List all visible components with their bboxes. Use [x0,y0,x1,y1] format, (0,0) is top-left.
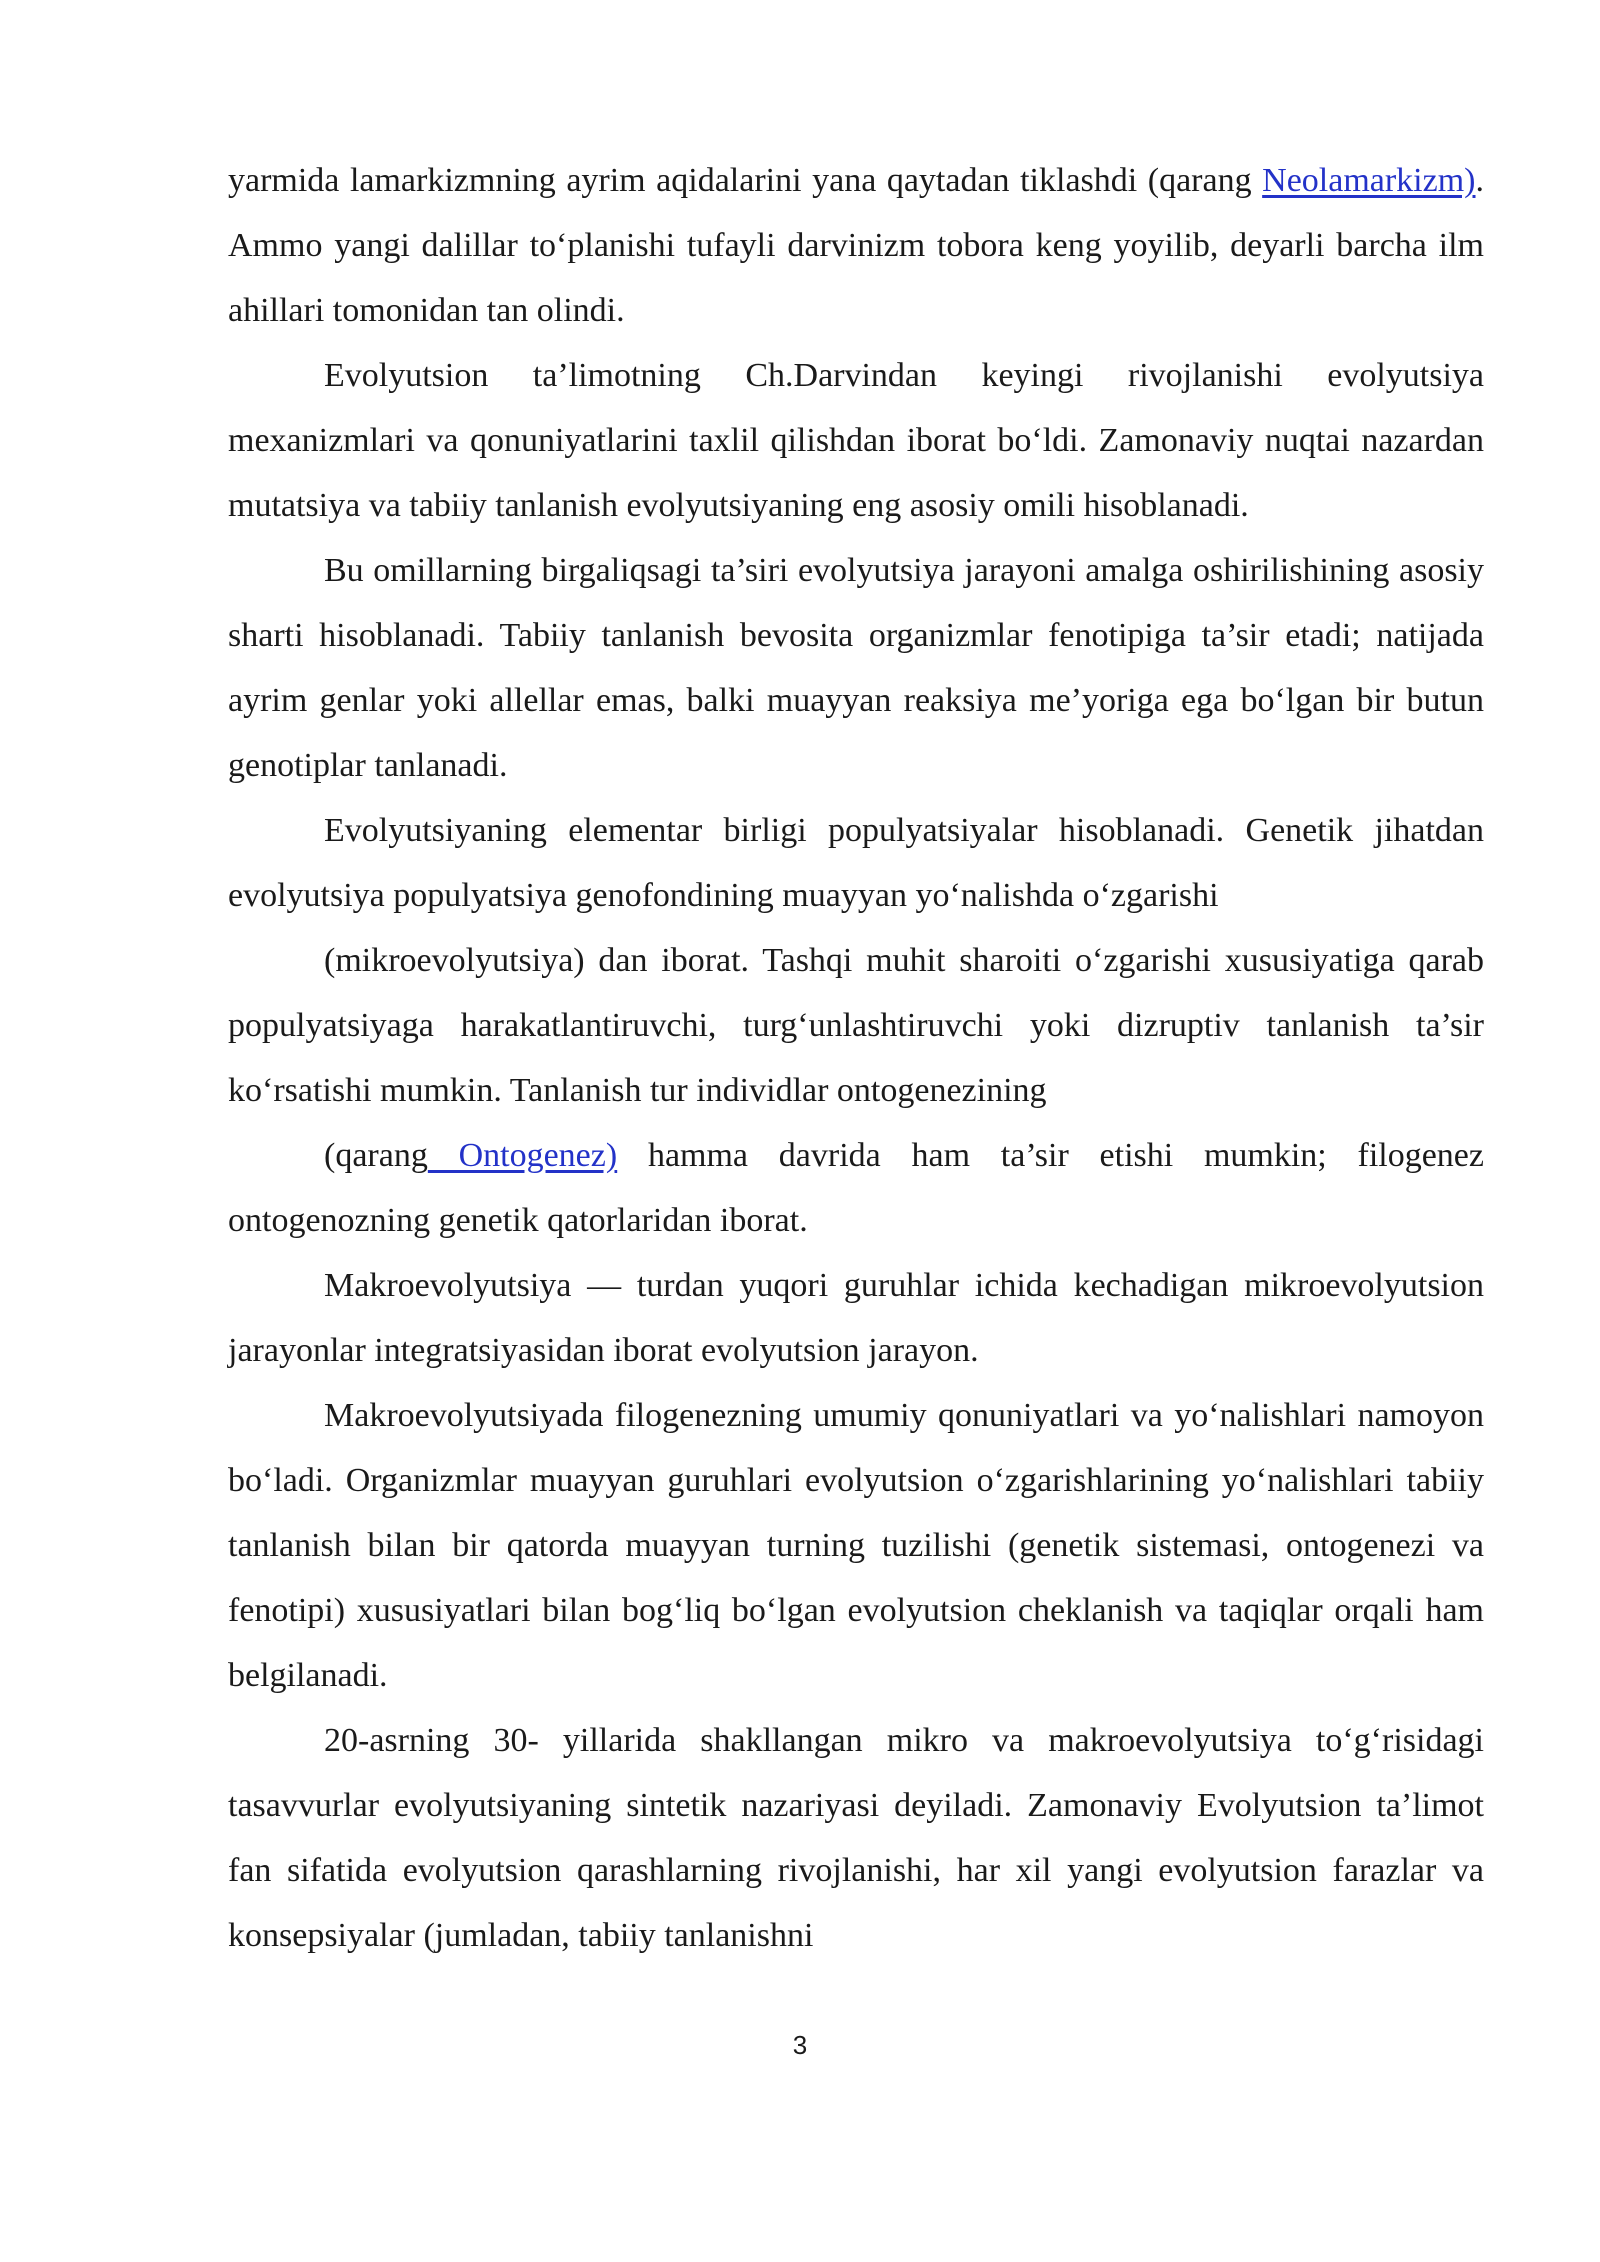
document-body [228,148,1484,1968]
paragraph-7: Makroevolyutsiya — turdan yuqori guruhlar ichida kechadigan mikroevolyutsion jarayonlar integratsiyasidan iborat evolyutsion jarayon. [228,1267,1484,1369]
paragraph-1-text-before-link: yarmida lamarkizmning ayrim aqidalarini yana qaytadan tiklashdi (qarang [228,162,1263,199]
paragraph-2: Evolyutsion ta’limotning Ch.Darvindan keyingi rivojlanishi evolyutsiya mexanizmlari va qonuniyatlarini taxlil qilishdan iborat bo‘ldi. Zamonaviy nuqtai nazardan mutatsiya va tabiiy tanlanish evolyutsiyaning eng asosiy omili hisoblanadi. [228,357,1484,524]
page-number: 3 [792,2030,808,2060]
paragraph-6-text-before-link: (qarang [324,1137,428,1174]
paragraph-5: (mikroevolyutsiya) dan iborat. Tashqi muhit sharoiti o‘zgarishi xususiyatiga qarab populyatsiyaga harakatlantiruvchi, turg‘unlashtiruvchi yoki dizruptiv tanlanish ta’sir ko‘rsatishi mumkin. Tanlanish tur individlar ontogenezining [228,942,1484,1109]
paragraph-6-text-after-link: hamma davrida ham ta’sir etishi mumkin; filogenez ontogenozning genetik qatorlaridan iborat. [228,1137,1484,1239]
paragraph-3: Bu omillarning birgaliqsagi ta’siri evolyutsiya jarayoni amalga oshirilishining asosiy sharti hisoblanadi. Tabiiy tanlanish bevosita organizmlar fenotipiga ta’sir etadi; natijada ayrim genlar yoki allellar emas, balki muayyan reaksiya me’yoriga ega bo‘lgan bir butun genotiplar tanlanadi. [228,552,1484,784]
paragraph-8: Makroevolyutsiyada filogenezning umumiy qonuniyatlari va yo‘nalishlari namoyon bo‘ladi. Organizmlar muayyan guruhlari evolyutsion o‘zgarishlarining yo‘nalishlari tabiiy tanlanish bilan bir qatorda muayyan turning tuzilishi (genetik sistemasi, ontogenezi va fenotipi) xususiyatlari bilan bog‘liq bo‘lgan evolyutsion cheklanish va taqiqlar orqali ham belgilanadi. [228,1397,1484,1694]
paragraph-1-text-after-link: . Ammo yangi dalillar to‘planishi tufayli darvinizm tobora keng yoyilib, deyarli barcha ilm ahillari tomonidan tan olindi. [228,162,1484,329]
link-ontogenez[interactable]: Ontogenez) [427,1137,618,1174]
paragraph-1 [228,148,1484,343]
paragraph-4: Evolyutsiyaning elementar birligi populyatsiyalar hisoblanadi. Genetik jihatdan evolyutsiya populyatsiya genofondining muayyan yo‘nalishda o‘zgarishi [228,812,1484,914]
paragraph-9: 20-asrning 30- yillarida shakllangan mikro va makroevolyutsiya to‘g‘risidagi tasavvurlar evolyutsiyaning sintetik nazariyasi deyiladi. Zamonaviy Evolyutsion ta’limot fan sifatida evolyutsion qarashlarning rivojlanishi, har xil yangi evolyutsion farazlar va konsepsiyalar (jumladan, tabiiy tanlanishni [228,1722,1484,1954]
link-neolamarkizm[interactable]: Neolamarkizm) [1262,162,1476,199]
paragraph-6 [228,1123,1484,1253]
